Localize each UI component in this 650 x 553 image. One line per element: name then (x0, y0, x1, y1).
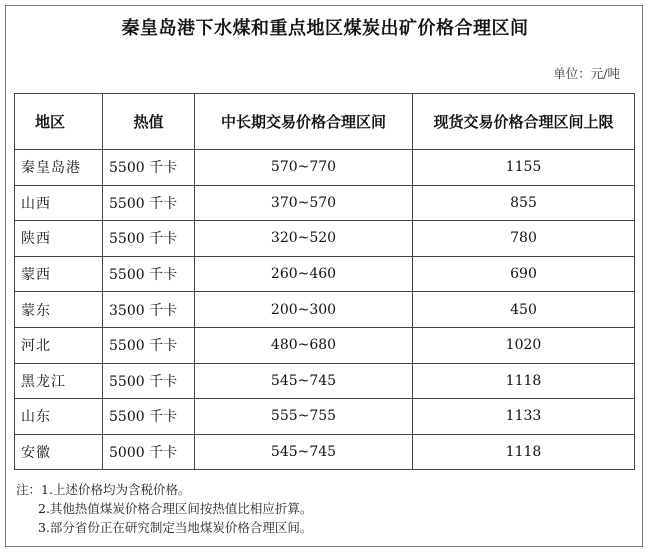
cell-heat: 5500 千卡 (103, 221, 195, 257)
header-spot-upper-limit: 现货交易价格合理区间上限 (413, 94, 635, 150)
table-header-row (15, 94, 635, 150)
unit-label: 单位：元/吨 (553, 66, 620, 81)
cell-long-term: 370~570 (195, 185, 413, 221)
table-row (15, 150, 635, 186)
cell-long-term: 545~745 (195, 363, 413, 399)
cell-region: 秦皇岛港 (15, 150, 103, 186)
cell-spot: 1118 (413, 363, 635, 399)
cell-spot: 780 (413, 221, 635, 257)
cell-region: 陕西 (15, 221, 103, 257)
cell-heat: 5500 千卡 (103, 399, 195, 435)
cell-heat: 5500 千卡 (103, 256, 195, 292)
notes-prefix: 注： (16, 482, 42, 497)
cell-heat: 5000 千卡 (103, 434, 195, 470)
note-item: 2.其他热值煤炭价格合理区间按热值比相应折算。 (38, 501, 313, 516)
cell-region: 安徽 (15, 434, 103, 470)
cell-heat: 5500 千卡 (103, 363, 195, 399)
cell-long-term: 545~745 (195, 434, 413, 470)
table-row (15, 185, 635, 221)
cell-long-term: 480~680 (195, 327, 413, 363)
header-heat-value: 热值 (103, 94, 195, 150)
cell-spot: 855 (413, 185, 635, 221)
cell-heat: 5500 千卡 (103, 150, 195, 186)
note-item (16, 480, 312, 499)
cell-region: 河北 (15, 327, 103, 363)
table-row (15, 221, 635, 257)
cell-spot: 450 (413, 292, 635, 328)
header-region: 地区 (15, 94, 103, 150)
cell-long-term: 570~770 (195, 150, 413, 186)
table-row (15, 327, 635, 363)
cell-region: 黑龙江 (15, 363, 103, 399)
price-table (14, 93, 635, 470)
cell-region: 山西 (15, 185, 103, 221)
document-title: 秦皇岛港下水煤和重点地区煤炭出矿价格合理区间 (121, 18, 529, 39)
document-frame (5, 5, 643, 547)
cell-spot: 1155 (413, 150, 635, 186)
cell-heat: 5500 千卡 (103, 327, 195, 363)
cell-heat: 3500 千卡 (103, 292, 195, 328)
header-long-term-range: 中长期交易价格合理区间 (195, 94, 413, 150)
table-row (15, 256, 635, 292)
cell-long-term: 200~300 (195, 292, 413, 328)
table-row (15, 363, 635, 399)
cell-region: 蒙西 (15, 256, 103, 292)
table-row (15, 292, 635, 328)
cell-long-term: 260~460 (195, 256, 413, 292)
cell-long-term: 555~755 (195, 399, 413, 435)
notes (16, 480, 312, 537)
cell-spot: 690 (413, 256, 635, 292)
note-text: 1.上述价格均为含税价格。 (41, 482, 191, 497)
cell-region: 山东 (15, 399, 103, 435)
table-row (15, 399, 635, 435)
cell-heat: 5500 千卡 (103, 185, 195, 221)
cell-spot: 1020 (413, 327, 635, 363)
cell-long-term: 320~520 (195, 221, 413, 257)
note-item: 3.部分省份正在研究制定当地煤炭价格合理区间。 (38, 520, 313, 535)
table-row (15, 434, 635, 470)
cell-spot: 1118 (413, 434, 635, 470)
cell-region: 蒙东 (15, 292, 103, 328)
cell-spot: 1133 (413, 399, 635, 435)
